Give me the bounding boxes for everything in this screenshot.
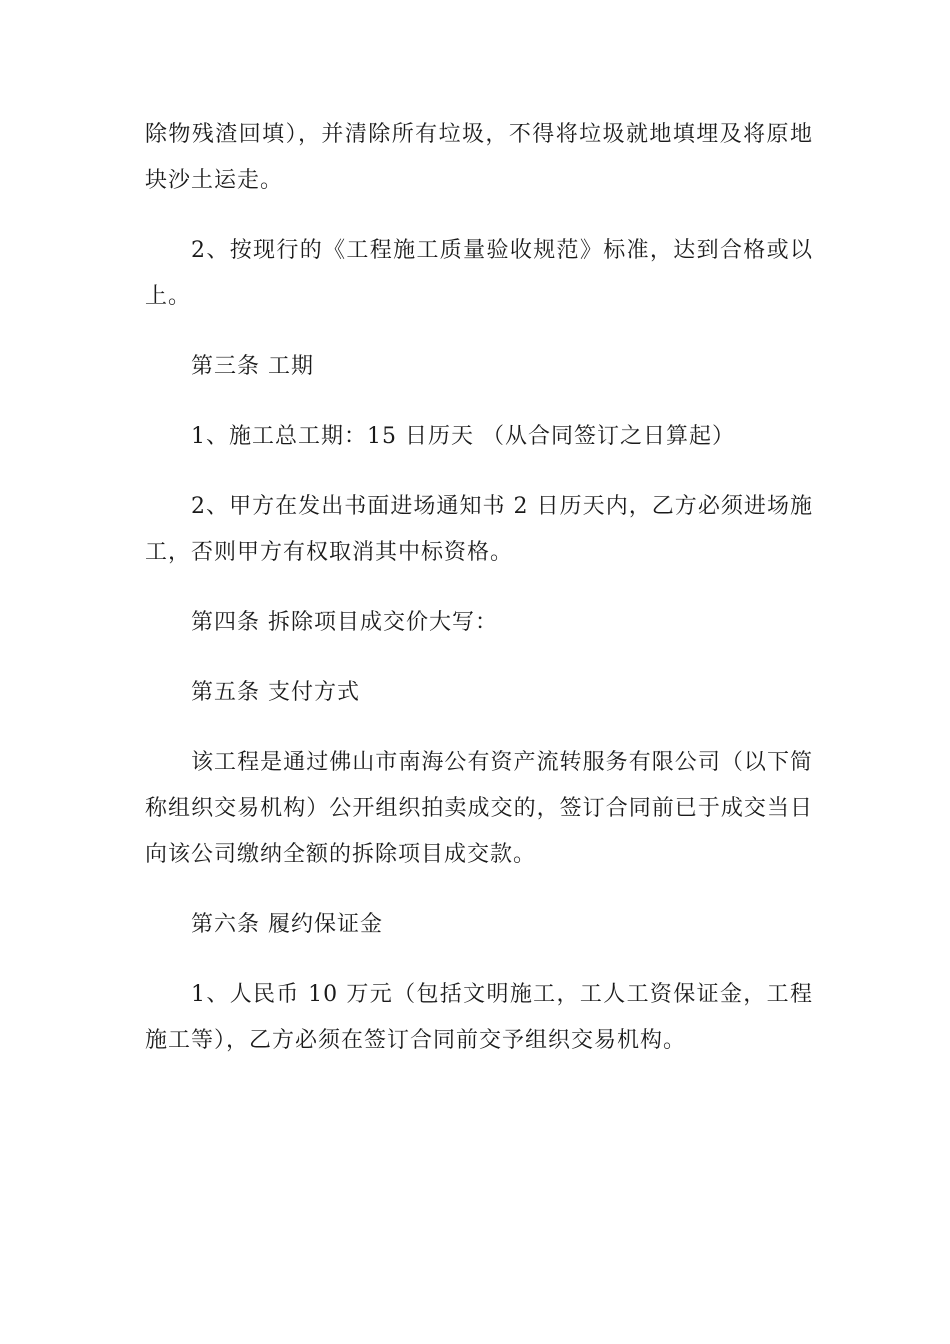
article-3-heading: 第三条 工期 (191, 354, 314, 379)
paragraph-continuation: 除物残渣回填），并清除所有垃圾，不得将垃圾就地填埋及将原地块沙土运走。 (145, 122, 813, 193)
paragraph-entry-notice: 2、甲方在发出书面进场通知书 2 日历天内，乙方必须进场施工，否则甲方有权取消其中标资格。 (145, 494, 813, 565)
document-body (145, 112, 813, 1088)
paragraph-total-duration: 1、施工总工期：15 日历天 （从合同签订之日算起） (191, 424, 735, 449)
paragraph-quality-standard: 2、按现行的《工程施工质量验收规范》标准，达到合格或以上。 (145, 238, 813, 309)
paragraph-deposit-amount: 1、人民币 10 万元（包括文明施工，工人工资保证金，工程施工等），乙方必须在签订合同前交予组织交易机构。 (145, 982, 813, 1053)
article-4-heading: 第四条 拆除项目成交价大写： (191, 610, 498, 635)
paragraph-payment-method: 该工程是通过佛山市南海公有资产流转服务有限公司（以下简称组织交易机构）公开组织拍卖成交的，签订合同前已于成交当日向该公司缴纳全额的拆除项目成交款。 (145, 750, 813, 867)
article-5-heading: 第五条 支付方式 (191, 680, 360, 705)
article-6-heading: 第六条 履约保证金 (191, 912, 383, 937)
